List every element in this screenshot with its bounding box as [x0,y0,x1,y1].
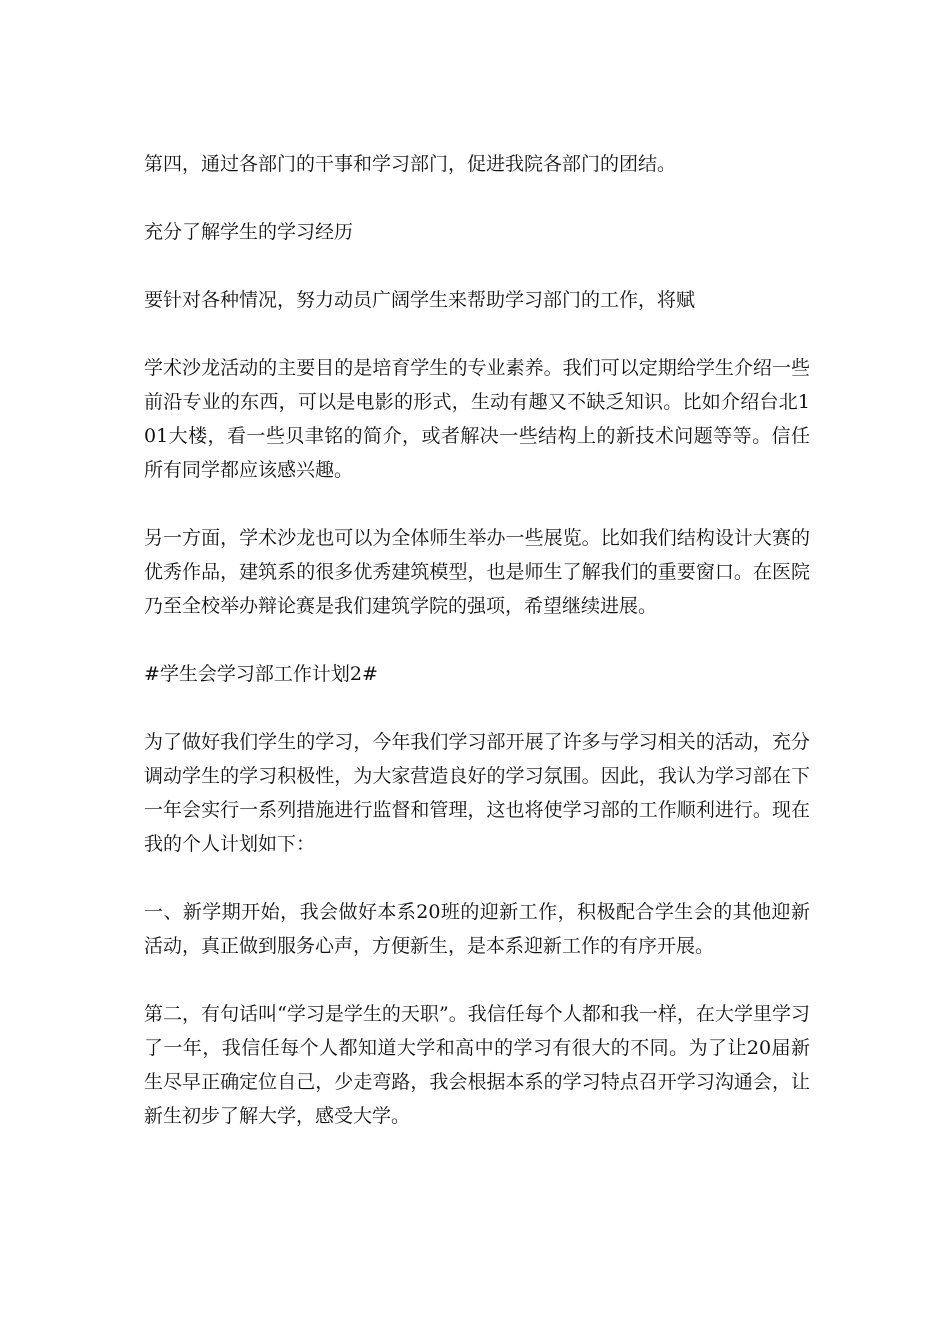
paragraph-fourth-point: 第四，通过各部门的干事和学习部门，促进我院各部门的团结。 [144,153,677,175]
document-body [144,147,810,1167]
paragraph-exhibition: 另一方面，学术沙龙也可以为全体师生举办一些展览。比如我们结构设计大赛的优秀作品，建筑系的很多优秀建筑模型，也是师生了解我们的重要窗口。在医院乃至全校举办辩论赛是我们建筑学院的强项，希望继续进展。 [144,527,810,617]
paragraph-academic-salon: 学术沙龙活动的主要目的是培育学生的专业素养。我们可以定期给学生介绍一些前沿专业的东西，可以是电影的形式，生动有趣又不缺乏知识。比如介绍台北101大楼，看一些贝聿铭的简介，或者解决一些结构上的新技术问题等等。信任所有同学都应该感兴趣。 [144,357,810,481]
paragraph-heading-study-experience: 充分了解学生的学习经历 [144,221,354,243]
paragraph-plan-2-title: #学生会学习部工作计划2# [144,663,378,685]
paragraph-plan-intro: 为了做好我们学生的学习，今年我们学习部开展了许多与学习相关的活动，充分调动学生的学习积极性，为大家营造良好的学习氛围。因此，我认为学习部在下一年会实行一系列措施进行监督和管理，这也将使学习部的工作顺利进行。现在我的个人计划如下： [144,731,810,855]
paragraph-new-semester: 一、新学期开始，我会做好本系20班的迎新工作，积极配合学生会的其他迎新活动，真正做到服务心声，方便新生，是本系迎新工作的有序开展。 [144,901,810,957]
paragraph-mobilize-students: 要针对各种情况，努力动员广阔学生来帮助学习部门的工作，将赋 [144,289,696,311]
paragraph-second-point: 第二，有句话叫“学习是学生的天职”。我信任每个人都和我一样，在大学里学习了一年，我信任每个人都知道大学和高中的学习有很大的不同。为了让20届新生尽早正确定位自己，少走弯路，我会根据本系的学习特点召开学习沟通会，让新生初步了解大学，感受大学。 [144,1003,810,1127]
